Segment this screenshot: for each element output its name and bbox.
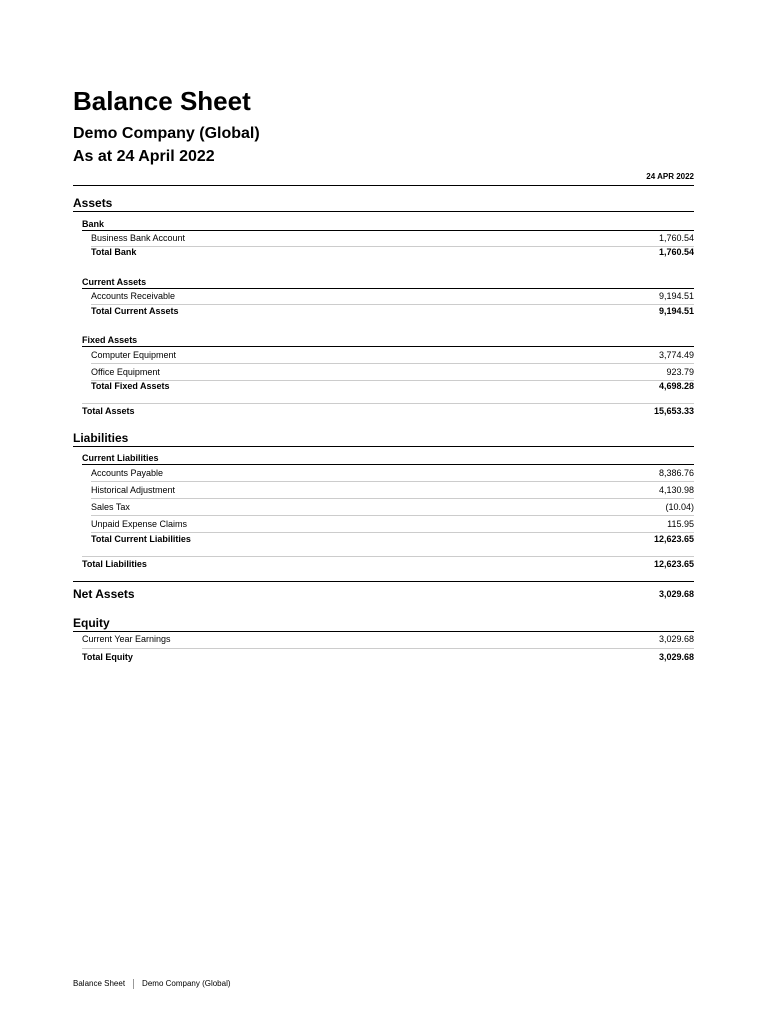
net-assets-rule: [73, 581, 694, 582]
total-bank-value: 1,760.54: [658, 247, 694, 257]
total-assets-label: Total Assets: [82, 406, 135, 416]
account-row-label: Current Year Earnings: [82, 634, 171, 644]
total-equity-label: Total Equity: [82, 652, 133, 662]
assets-rule: [73, 211, 694, 212]
header-rule: [73, 185, 694, 186]
page-footer: [73, 979, 231, 989]
account-row-label: Business Bank Account: [91, 233, 186, 243]
bank-heading: Bank: [82, 219, 105, 229]
total-current-liabilities-label: Total Current Liabilities: [91, 534, 191, 544]
equity-rule: [73, 631, 694, 632]
account-row-value: 1,760.54: [658, 233, 694, 243]
account-row-value: 923.79: [666, 367, 694, 377]
company-name: Demo Company (Global): [73, 125, 260, 142]
account-row-label: Sales Tax: [91, 502, 130, 512]
footer-report-name: Balance Sheet: [73, 979, 126, 989]
current-assets-rule: [82, 288, 694, 289]
row-divider: [91, 380, 694, 381]
fixed-assets-rule: [82, 346, 694, 347]
row-divider: [82, 403, 694, 404]
account-row-value: 3,774.49: [658, 350, 694, 360]
total-current-liabilities-value: 12,623.65: [653, 534, 694, 544]
equity-heading: Equity: [73, 616, 110, 630]
footer-company: Demo Company (Global): [142, 979, 231, 989]
total-fixed-assets-value: 4,698.28: [658, 381, 694, 391]
total-fixed-assets-label: Total Fixed Assets: [91, 381, 170, 391]
account-row-label: Historical Adjustment: [91, 485, 176, 495]
report-date: As at 24 April 2022: [73, 148, 215, 165]
total-liabilities-value: 12,623.65: [653, 559, 694, 569]
row-divider: [82, 556, 694, 557]
account-row-label: Computer Equipment: [91, 350, 177, 360]
net-assets-value: 3,029.68: [658, 589, 694, 599]
account-row-value: 9,194.51: [658, 291, 694, 301]
account-row-label: Accounts Receivable: [91, 291, 176, 301]
account-row-value: (10.04): [665, 502, 694, 512]
account-row-label: Office Equipment: [91, 367, 160, 377]
current-assets-heading: Current Assets: [82, 277, 147, 287]
row-divider: [91, 498, 694, 499]
assets-heading: Assets: [73, 196, 113, 210]
row-divider: [91, 515, 694, 516]
current-liabilities-heading: Current Liabilities: [82, 453, 159, 463]
account-row-label: Accounts Payable: [91, 468, 164, 478]
row-divider: [82, 648, 694, 649]
total-liabilities-label: Total Liabilities: [82, 559, 147, 569]
total-bank-label: Total Bank: [91, 247, 137, 257]
column-header-date: 24 APR 2022: [646, 172, 694, 181]
row-divider: [91, 246, 694, 247]
total-assets-value: 15,653.33: [653, 406, 694, 416]
fixed-assets-heading: Fixed Assets: [82, 335, 138, 345]
total-equity-value: 3,029.68: [658, 652, 694, 662]
account-row-label: Unpaid Expense Claims: [91, 519, 188, 529]
account-row-value: 115.95: [667, 519, 694, 529]
liabilities-rule: [73, 446, 694, 447]
row-divider: [91, 532, 694, 533]
row-divider: [91, 304, 694, 305]
total-current-assets-label: Total Current Assets: [91, 306, 179, 316]
current-liabilities-rule: [82, 464, 694, 465]
row-divider: [91, 363, 694, 364]
footer-separator: [133, 979, 134, 989]
account-row-value: 8,386.76: [658, 468, 694, 478]
total-current-assets-value: 9,194.51: [658, 306, 694, 316]
account-row-value: 4,130.98: [658, 485, 694, 495]
bank-rule: [82, 230, 694, 231]
page-title: Balance Sheet: [73, 86, 251, 116]
liabilities-heading: Liabilities: [73, 431, 129, 445]
row-divider: [91, 481, 694, 482]
account-row-value: 3,029.68: [658, 634, 694, 644]
net-assets-label: Net Assets: [73, 587, 135, 601]
